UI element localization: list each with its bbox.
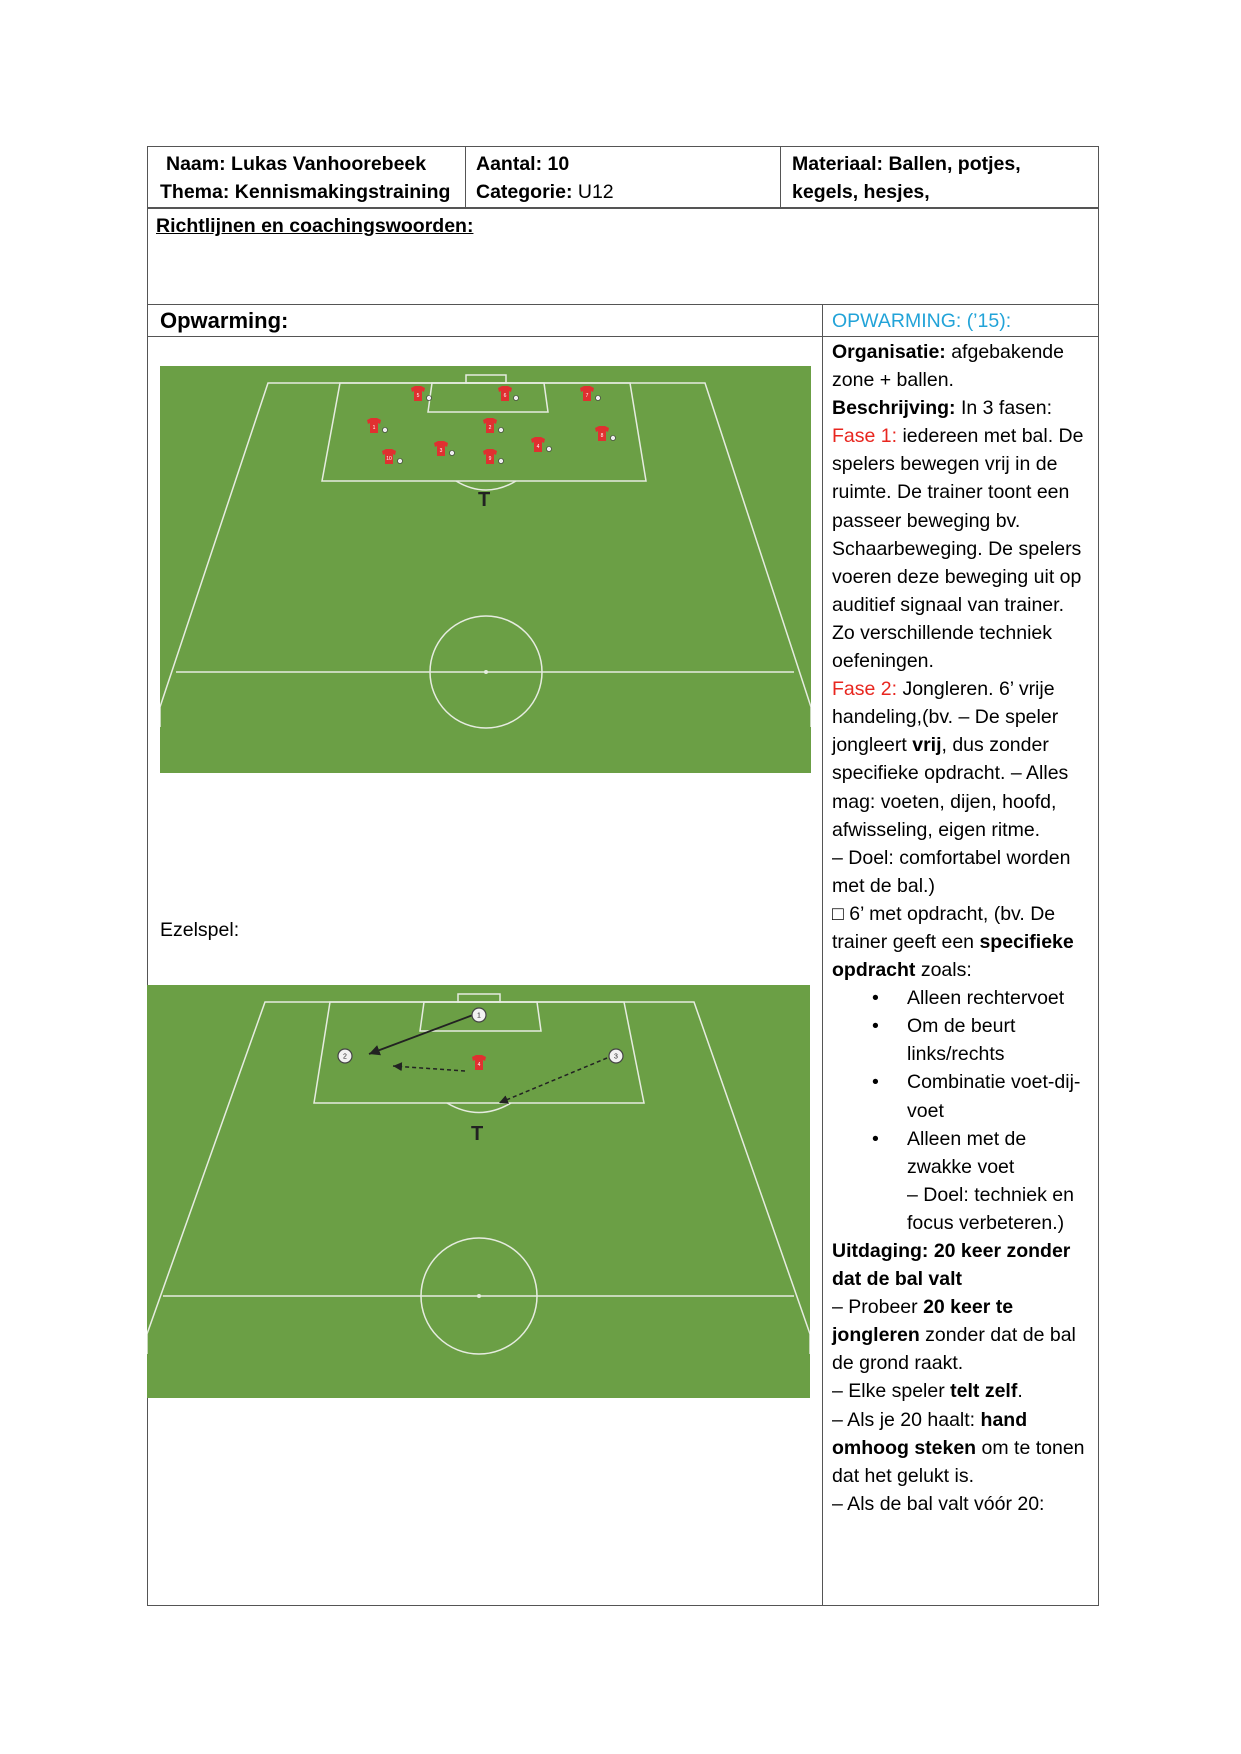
- ball-icon: [427, 396, 432, 401]
- ball-icon: [450, 451, 455, 456]
- svg-text:7: 7: [585, 393, 589, 399]
- section-title: Opwarming:: [160, 308, 289, 333]
- hand-bold: hand omhoog steken: [832, 1408, 1028, 1459]
- header-divider-1: [465, 146, 466, 208]
- ball-icon: [383, 428, 388, 433]
- opdracht-text-b: zoals:: [915, 959, 972, 982]
- section-right-title: OPWARMING: (’15):: [832, 310, 1012, 332]
- thema-field: [160, 178, 450, 206]
- field-1-coach-marker: T: [478, 489, 491, 511]
- field-2-grass: [147, 985, 810, 1398]
- player-marker: [609, 1049, 623, 1063]
- field-1-svg: [160, 366, 811, 773]
- ball-icon: [398, 459, 403, 464]
- probeer-paragraph: [832, 1293, 1092, 1377]
- hand-text-b: om te tonen dat het gelukt is.: [832, 1436, 1085, 1487]
- svg-text:4: 4: [477, 1062, 481, 1068]
- svg-text:1: 1: [372, 425, 376, 431]
- svg-text:9: 9: [488, 456, 492, 462]
- materiaal-line-2: kegels, hesjes,: [792, 181, 930, 203]
- fase1-label: Fase 1:: [832, 425, 898, 448]
- fase1-paragraph: [832, 422, 1092, 675]
- fase2-label: Fase 2:: [832, 678, 898, 701]
- thema-value: Kennismakingstraining: [234, 181, 451, 203]
- field-2-center-spot: [477, 1294, 481, 1298]
- doel2-paragraph: – Doel: techniek en focus verbeteren.): [907, 1183, 1074, 1234]
- materiaal-line-1: Materiaal: Ballen, potjes,: [792, 153, 1021, 175]
- categorie-field: [476, 178, 614, 206]
- player-marker: [472, 1008, 486, 1022]
- telt-text-a: – Elke speler: [832, 1380, 951, 1403]
- organisatie-paragraph: [832, 338, 1092, 394]
- aantal-value: 10: [547, 153, 570, 175]
- hand-paragraph: [832, 1406, 1092, 1490]
- ball-icon: [499, 459, 504, 464]
- fase2-paragraph: [832, 675, 1092, 844]
- field-1-grass: [160, 366, 811, 773]
- fase2-text-b: , dus zonder specifieke opdracht. – Alles mag: voeten, dijen, hoofd, afwisseling, eigen ritme.: [832, 734, 1069, 841]
- field-diagram-1: [160, 366, 811, 773]
- main-header-divider: [147, 336, 1099, 337]
- probeer-bold: 20 keer te jongleren: [832, 1296, 1014, 1347]
- uitdaging-paragraph: Uitdaging: 20 keer zonder dat de bal valt: [832, 1240, 1071, 1291]
- doel1-paragraph: – Doel: comfortabel worden met de bal.): [832, 846, 1071, 897]
- player-marker: [338, 1049, 352, 1063]
- aantal-field: [476, 150, 569, 178]
- field-diagram-2: [147, 985, 810, 1398]
- probeer-text-a: – Probeer: [832, 1296, 924, 1319]
- organisatie-text: afgebakende zone + ballen.: [832, 341, 1064, 392]
- telt-paragraph: [832, 1377, 1092, 1405]
- aantal-label: Aantal:: [476, 153, 543, 175]
- beschrijving-text: In 3 fasen:: [955, 397, 1053, 420]
- ball-icon: [514, 396, 519, 401]
- ball-icon: [596, 396, 601, 401]
- fase1-text: iedereen met bal. De spelers bewegen vrij in de ruimte. De trainer toont een passeer beweging bv. Schaarbeweging. De spelers voeren deze beweging uit op auditief signaal van trainer. Zo verschillende techniek oefeningen.: [832, 425, 1084, 673]
- valt-paragraph: – Als de bal valt vóór 20:: [832, 1492, 1045, 1515]
- fase2-bold: vrij: [912, 734, 942, 757]
- opdracht-paragraph: [832, 900, 1092, 984]
- svg-text:8: 8: [600, 433, 604, 439]
- svg-text:2: 2: [343, 1053, 347, 1061]
- naam-field: [166, 150, 426, 178]
- fase2-text-a: Jongleren. 6’ vrije handeling,(bv. – De speler jongleert: [832, 678, 1059, 757]
- list-item: • Combinatie voet-dij-voet: [832, 1068, 1092, 1124]
- svg-text:2: 2: [488, 425, 492, 431]
- categorie-label: Categorie:: [476, 181, 573, 203]
- field-2-coach-marker: T: [471, 1123, 484, 1145]
- svg-text:1: 1: [477, 1012, 481, 1020]
- probeer-text-b: zonder dat de bal de grond raakt.: [832, 1324, 1076, 1375]
- description-column: [832, 338, 1092, 1518]
- hand-text-a: – Als je 20 haalt:: [832, 1408, 981, 1431]
- ball-icon: [547, 447, 552, 452]
- richtlijnen-title: Richtlijnen en coachingswoorden:: [156, 215, 474, 237]
- opdracht-text-a: □ 6’ met opdracht, (bv. De trainer geeft een: [832, 902, 1056, 953]
- beschrijving-label: Beschrijving:: [832, 397, 956, 420]
- opdracht-bold: specifieke opdracht: [832, 930, 1074, 982]
- categorie-value: U12: [577, 181, 614, 203]
- header-divider-2: [780, 146, 781, 208]
- beschrijving-paragraph: [832, 394, 1092, 422]
- list-item: • Alleen met de zwakke voet: [832, 1125, 1092, 1181]
- organisatie-label: Organisatie:: [832, 341, 946, 363]
- svg-text:3: 3: [614, 1053, 618, 1061]
- main-column-divider: [822, 304, 823, 1606]
- list-item: • Om de beurt links/rechts: [832, 1012, 1092, 1068]
- naam-label: Naam:: [166, 153, 226, 175]
- field-1-center-spot: [484, 670, 488, 674]
- thema-label: Thema:: [160, 181, 230, 203]
- svg-text:10: 10: [386, 456, 392, 462]
- naam-value: Lukas Vanhoorebeek: [231, 153, 427, 175]
- svg-text:6: 6: [503, 393, 507, 399]
- ball-icon: [499, 428, 504, 433]
- svg-text:4: 4: [536, 444, 540, 450]
- list-item: • Alleen rechtervoet: [832, 984, 1092, 1012]
- opdracht-list: [832, 984, 1092, 1181]
- svg-text:3: 3: [439, 448, 443, 454]
- ball-icon: [611, 436, 616, 441]
- telt-text-b: .: [1017, 1380, 1023, 1403]
- telt-bold: telt zelf: [950, 1380, 1018, 1403]
- svg-text:5: 5: [416, 393, 420, 399]
- ezelspel-label: Ezelspel:: [160, 919, 240, 941]
- field-2-svg: [147, 985, 810, 1398]
